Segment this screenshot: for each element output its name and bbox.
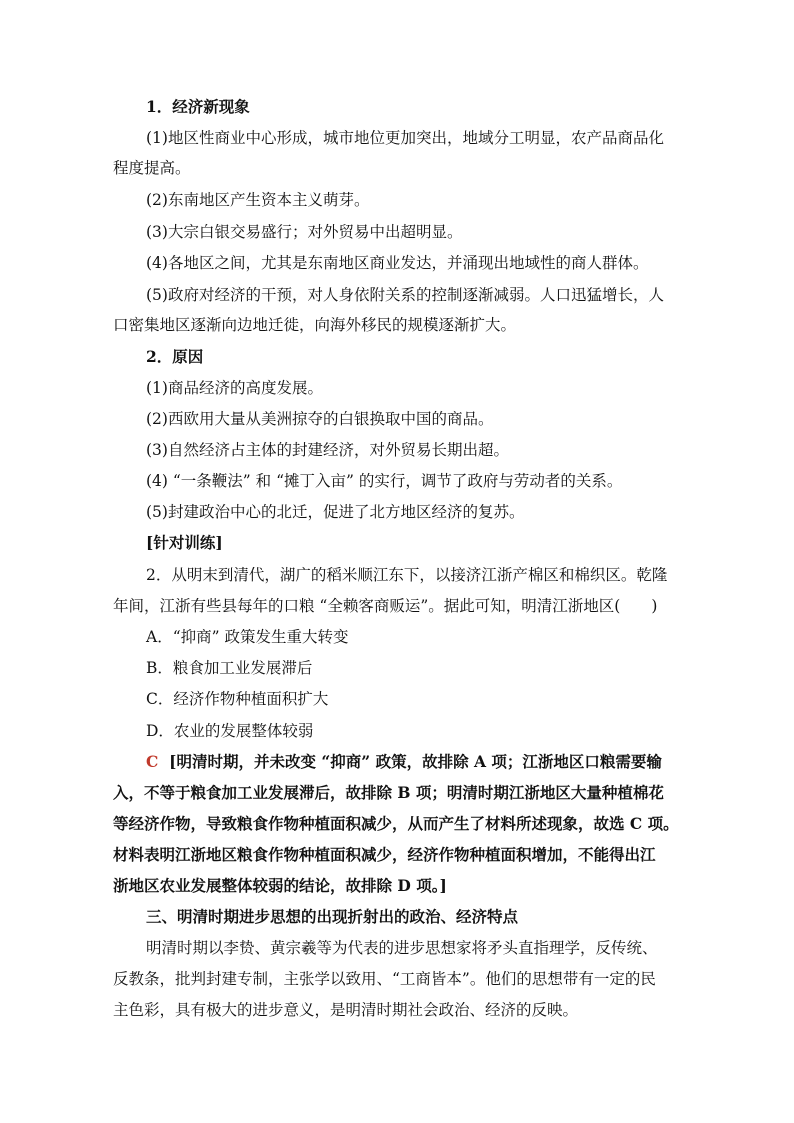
section-heading-causes: 2．原因 — [146, 347, 204, 366]
option-c: C．经济作物种植面积扩大 — [146, 690, 329, 708]
paragraph-line: (4)各地区之间，尤其是东南地区商业发达，并涌现出地域性的商人群体。 — [146, 254, 649, 272]
explanation-line: 等经济作物，导致粮食作物种植面积减少，从而产生了材料所述现象，故选 C 项。 — [113, 814, 679, 833]
explanation-line: 浙地区农业发展整体较弱的结论，故排除 D 项。] — [113, 876, 447, 895]
section-heading-progressive-thought: 三、明清时期进步思想的出现折射出的政治、经济特点 — [146, 907, 519, 926]
question-line: 年间，江浙有些县每年的口粮 “全赖客商贩运”。据此可知，明清江浙地区( ) — [113, 597, 658, 615]
paragraph-line: (2)东南地区产生资本主义萌芽。 — [146, 191, 370, 209]
option-b: B．粮食加工业发展滞后 — [146, 659, 313, 677]
paragraph-line: (1)地区性商业中心形成，城市地位更加突出，地域分工明显，农产品商品化 — [146, 129, 664, 147]
explanation-line — [146, 751, 716, 773]
question-line: 2．从明末到清代，湖广的稻米顺江东下，以接济江浙产棉区和棉织区。乾隆 — [146, 566, 668, 584]
paragraph-line: (3)大宗白银交易盛行；对外贸易中出超明显。 — [146, 223, 463, 241]
section-heading-new-phenomena: 1．经济新现象 — [146, 97, 250, 116]
paragraph-line: (1)商品经济的高度发展。 — [146, 379, 323, 397]
paragraph-line: 程度提高。 — [113, 159, 191, 177]
paragraph-line: 主色彩，具有极大的进步意义，是明清时期社会政治、经济的反映。 — [113, 1001, 579, 1019]
answer-letter: C — [146, 752, 159, 771]
paragraph-line: (5)封建政治中心的北迁，促进了北方地区经济的复苏。 — [146, 503, 525, 521]
paragraph-line: 反教条，批判封建专制，主张学以致用、“工商皆本”。他们的思想带有一定的民 — [113, 970, 656, 988]
explanation-line: 材料表明江浙地区粮食作物种植面积减少，经济作物种植面积增加，不能得出江 — [113, 845, 656, 864]
paragraph-line: (5)政府对经济的干预，对人身依附关系的控制逐渐减弱。人口迅猛增长，人 — [146, 286, 664, 304]
paragraph-line: (3)自然经济占主体的封建经济，对外贸易长期出超。 — [146, 441, 509, 459]
training-label: [针对训练] — [146, 533, 223, 552]
paragraph-line: (2)西欧用大量从美洲掠夺的白银换取中国的商品。 — [146, 410, 494, 428]
paragraph-line: 口密集地区逐渐向边地迁徙，向海外移民的规模逐渐扩大。 — [113, 316, 517, 334]
option-d: D．农业的发展整体较弱 — [146, 722, 314, 740]
option-a: A．“抑商” 政策发生重大转变 — [146, 628, 349, 646]
explanation-line: 入，不等于粮食加工业发展滞后，故排除 B 项；明清时期江浙地区大量种植棉花 — [113, 783, 664, 802]
explanation-text: [明清时期，并未改变 “抑商” 政策，故排除 A 项；江浙地区口粮需要输 — [169, 752, 662, 771]
paragraph-line: (4) “一条鞭法” 和 “摊丁入亩” 的实行，调节了政府与劳动者的关系。 — [146, 472, 623, 490]
paragraph-line: 明清时期以李贽、黄宗羲等为代表的进步思想家将矛头直指理学，反传统、 — [146, 939, 658, 957]
